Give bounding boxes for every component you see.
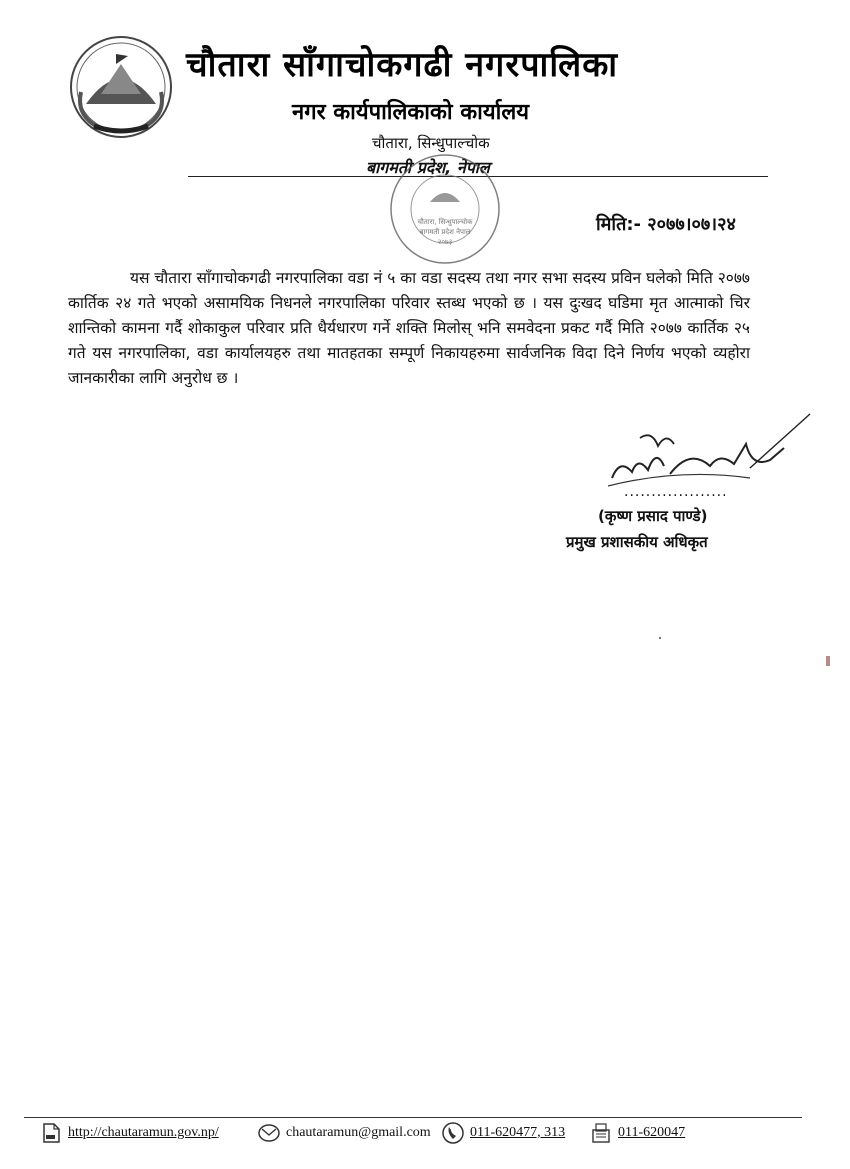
phone-text[interactable]: 011-620477, 313 [470, 1125, 566, 1140]
office-title: चौतारा साँगाचोकगढी नगरपालिका [186, 45, 619, 85]
round-stamp-icon [386, 150, 504, 268]
address-line-2: बागमती प्रदेश, नेपाल [366, 158, 490, 177]
svg-text:२०७३: २०७३ [437, 238, 453, 246]
speck [659, 637, 661, 639]
emblem-icon [66, 34, 176, 140]
scan-mark [826, 656, 830, 666]
footer-email[interactable] [258, 1118, 431, 1148]
fax-icon [590, 1122, 612, 1144]
svg-text:चौतारा, सिन्धुपाल्चोक: चौतारा, सिन्धुपाल्चोक [417, 218, 473, 226]
letter-date: मिति:- २०७७।०७।२४ [596, 214, 736, 235]
footer-fax[interactable] [590, 1118, 685, 1148]
footer-phone[interactable] [442, 1118, 565, 1148]
footer-website[interactable] [40, 1118, 219, 1148]
signer-name: (कृष्ण प्रसाद पाण्डे) [598, 507, 708, 525]
website-link[interactable]: http://chautaramun.gov.np/ [68, 1125, 219, 1140]
svg-text:बागमती प्रदेश नेपाल: बागमती प्रदेश नेपाल [419, 228, 471, 236]
email-text[interactable]: chautaramun@gmail.com [286, 1125, 431, 1140]
web-page-icon [40, 1122, 62, 1144]
letter-body: यस चौतारा साँगाचोकगढी नगरपालिका वडा नं ५ का वडा सदस्य तथा नगर सभा सदस्य प्रविन घलेको मिति २०७७ कार्तिक २४ गते भएको असामयिक निधनले नगरपालिका परिवार स्तब्ध भएको छ । यस दुःखद घडिमा मृत आत्माको चिर शान्तिको कामना गर्दै शोकाकुल परिवार प्रति धैर्यधारण गर्ने शक्ति मिलोस् भनि समवेदना प्रकट गर्दै मिति २०७७ कार्तिक २५ गते यस नगरपालिका, वडा कार्यालयहरु तथा मातहतका सम्पूर्ण निकायहरुमा सार्वजनिक विदा दिने निर्णय भएको व्यहोरा जानकारीका लागि अनुरोध छ । [68, 269, 750, 387]
signature-line: ................... [624, 484, 728, 500]
envelope-icon [258, 1122, 280, 1144]
footer [40, 1118, 820, 1150]
office-subtitle: नगर कार्यपालिकाको कार्यालय [292, 100, 529, 125]
phone-icon [442, 1122, 464, 1144]
signer-title: प्रमुख प्रशासकीय अधिकृत [566, 533, 708, 551]
address-line-1: चौतारा, सिन्धुपाल्चोक [372, 134, 490, 152]
fax-text[interactable]: 011-620047 [618, 1125, 686, 1140]
